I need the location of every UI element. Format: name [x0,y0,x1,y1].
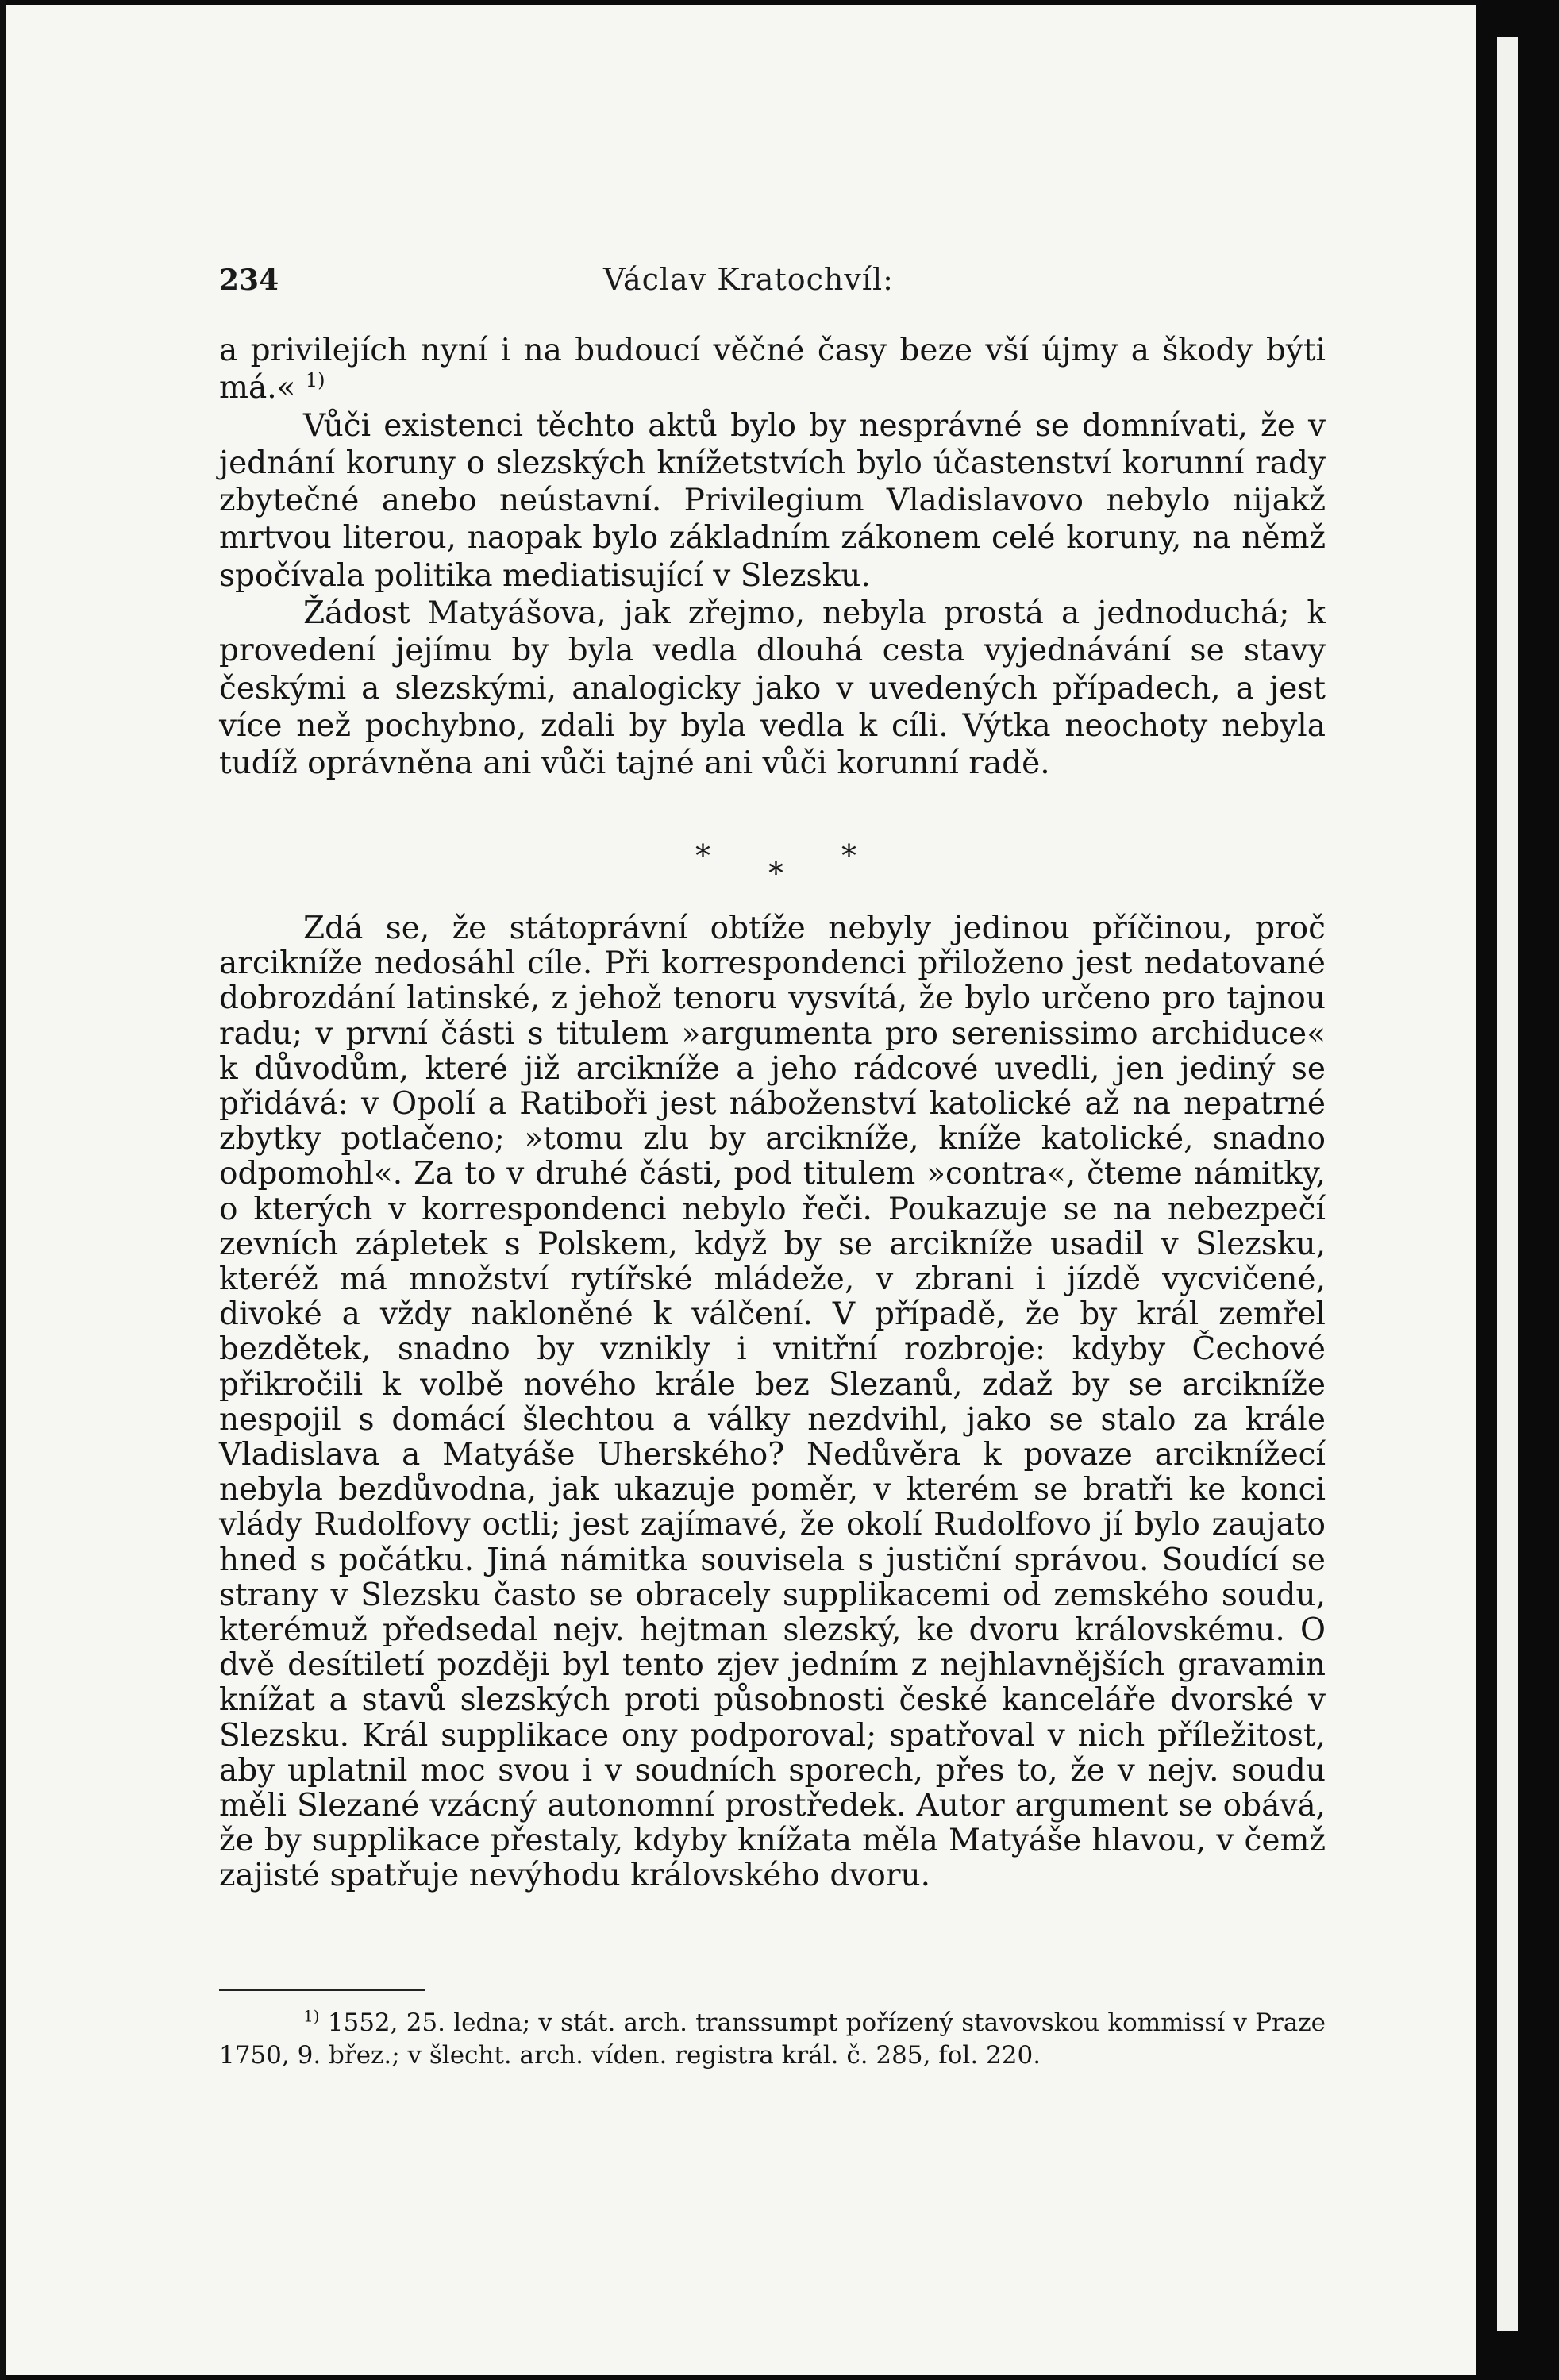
footnote-1 [219,2007,1326,2072]
page-number: 234 [219,264,279,297]
paragraph-3: Žádost Matyášova, jak zřejmo, nebyla prostá a jednoduchá; k provedení jejímu by byla vedla dlouhá cesta vyjednávání se stavy českými a slezskými, analogicky jako v uvedených případech, a jest více než pochybno, zdali by byla vedla k cíli. Výtka neochoty nebyla tudíž oprávněna ani vůči tajné ani vůči korunní radě. [219,595,1326,782]
paragraph-2: Vůči existenci těchto aktů bylo by nesprávné se domnívati, že v jednání koruny o slezských knížetstvích bylo účastenství korunní rady zbytečné anebo neústavní. Privilegium Vladislavovo nebylo nijakž mrtvou literou, naopak bylo základním zákonem celé koruny, na němž spočívala politika mediatisující v Slezsku. [219,407,1326,594]
paragraph-1-text: a privilejích nyní i na budoucí věčné časy beze vší újmy a škody býti má.« [219,333,1326,406]
page-edge-strip [1497,37,1518,2331]
paragraph-4: Zdá se, že státoprávní obtíže nebyly jedinou příčinou, proč arcikníže nedosáhl cíle. Při korrespondenci přiloženo jest nedatované dobrozdání latinské, z jehož tenoru vysvítá, že bylo určeno pro tajnou radu; v první části s titulem »argumenta pro serenissimo archiduce« k důvodům, které již arcikníže a jeho rádcové uvedli, jen jediný se přidává: v Opolí a Ratiboři jest náboženství katolické až na nepatrné zbytky potlačeno; »tomu zlu by arcikníže, kníže katolické, snadno odpomohl«. Za to v druhé části, pod titulem »contra«, čteme námitky, o kterých v korrespondenci nebylo řeči. Poukazuje se na nebezpečí zevních zápletek s Polskem, když by se arcikníže usadil v Slezsku, kteréž má množství rytířské mládeže, v zbrani i jízdě vycvičené, divoké a vždy nakloněné k válčení. V případě, že by král zemřel bezdětek, snadno by vznikly i vnitřní rozbroje: kdyby Čechové přikročili k volbě nového krále bez Slezanů, zdaž by se arcikníže nespojil s domácí šlechtou a války nezdvihl, jako se stalo za krále Vladislava a Matyáše Uherského? Nedůvěra k povaze arciknížecí nebyla bezdůvodna, jak ukazuje poměr, v kterém se bratři ke konci vlády Rudolfovy octli; jest zajímavé, že okolí Rudolfovo jí bylo zaujato hned s počátku. Jiná námitka souvisela s justiční správou. Soudící se strany v Slezsku často se obracely supplikacemi od zemského soudu, kterémuž předsedal nejv. hejtman slezský, ke dvoru královskému. O dvě desítiletí později byl tento zjev jedním z nejhlavnějších gravamin knížat a stavů slezských proti působnosti české kanceláře dvorské v Slezsku. Král supplikace ony podporoval; spatřoval v nich příležitost, aby uplatnil moc svou i v soudních sporech, přes to, že v nejv. soudu měli Slezané vzácný autonomní prostředek. Autor argument se obává, že by supplikace přestaly, kdyby knížata měla Matyáše hlavou, v čemž zajisté spatřuje nevýhodu královského dvoru. [219,911,1326,1894]
footnote-reference: 1) [305,369,325,392]
footnote [219,2007,1326,2072]
footnote-marker: 1) [303,2006,320,2026]
paragraph-1 [219,332,1326,407]
footnote-rule [219,1989,425,1991]
body-text-lower [219,911,1326,1894]
asterisk-center: * [768,856,783,891]
footnote-text: 1552, 25. ledna; v stát. arch. transsumpt pořízený stavovskou kommissí v Praze 1750, 9. břez.; v šlecht. arch. víden. registra král. č. 285, fol. 220. [219,2008,1326,2070]
running-title: Václav Kratochvíl: [603,262,894,297]
asterisk-right: * [841,838,856,873]
section-separator [683,832,873,895]
running-header [219,254,1330,302]
asterisk-left: * [695,838,710,873]
scan-border-right [1476,0,1559,2380]
scan-border-left [0,0,6,2380]
body-text-upper [219,332,1326,783]
